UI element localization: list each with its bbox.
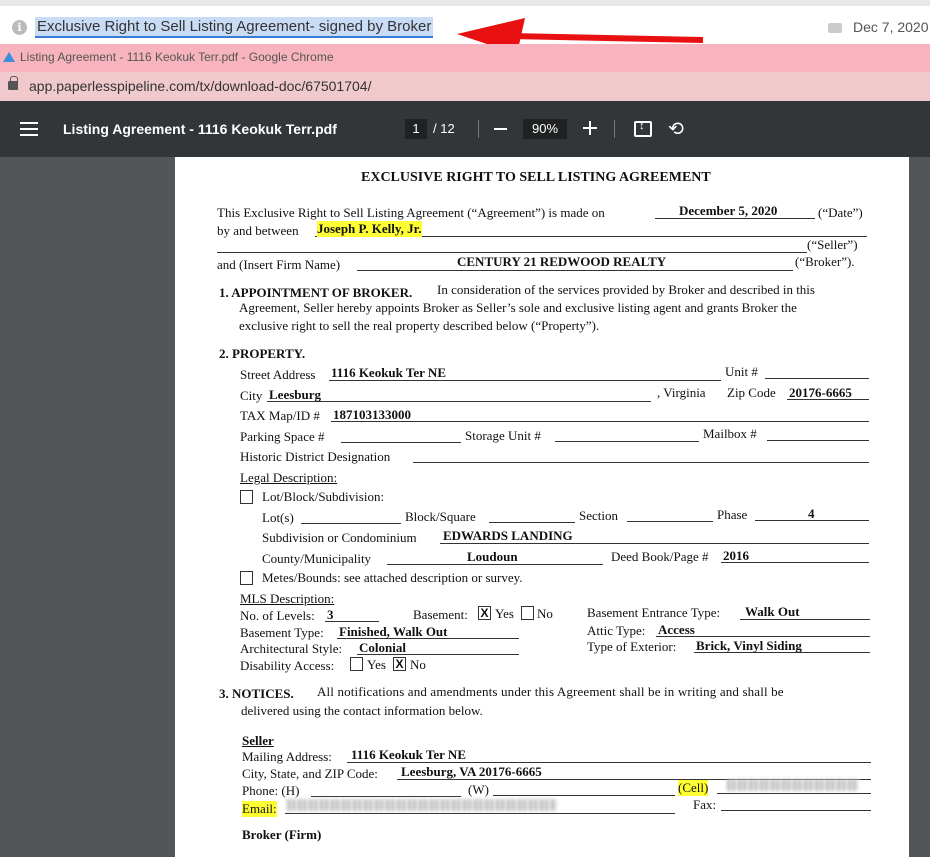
attic-label: Attic Type:: [587, 623, 646, 638]
mls-description-label: MLS Description:: [240, 591, 335, 606]
phase-value: 4: [808, 506, 815, 521]
firm-label: and (Insert Firm Name): [217, 257, 341, 272]
phone-home-label: Phone: (H): [242, 783, 300, 798]
comment-icon[interactable]: [828, 23, 842, 33]
window-title: Listing Agreement - 1116 Keokuk Terr.pdf - Google Chrome: [20, 50, 334, 64]
metes-bounds-checkbox[interactable]: [240, 571, 253, 585]
phone-cell-label: (Cell): [678, 780, 709, 795]
mailing-address-value: 1116 Keokuk Ter NE: [351, 747, 466, 762]
county-label: County/Municipality: [262, 551, 372, 566]
county-value: Loudoun: [467, 549, 518, 564]
storage-label: Storage Unit #: [465, 428, 541, 443]
menu-icon[interactable]: [20, 122, 38, 136]
section-1-title: 1. APPOINTMENT OF BROKER.: [219, 285, 413, 300]
section-3-text: delivered using the contact information below.: [241, 703, 483, 718]
block-label: Block/Square: [405, 509, 476, 524]
seller-heading: Seller: [242, 733, 274, 748]
tax-label: TAX Map/ID #: [240, 408, 320, 423]
document-date: Dec 7, 2020: [853, 19, 929, 35]
seller-label: (“Seller”): [807, 237, 858, 252]
url-text[interactable]: app.paperlesspipeline.com/tx/download-doc/67501704/: [29, 78, 372, 94]
page-total: / 12: [433, 121, 455, 136]
historic-label: Historic District Designation: [240, 449, 391, 464]
fax-label: Fax:: [693, 797, 717, 812]
email-label: Email:: [242, 801, 277, 816]
redacted-email: [287, 799, 557, 811]
levels-value: 3: [327, 607, 334, 622]
city-label: City: [240, 388, 263, 403]
intro-text: This Exclusive Right to Sell Listing Agreement (“Agreement”) is made on: [217, 205, 605, 220]
basement-type-value: Finished, Walk Out: [339, 624, 448, 639]
rotate-icon[interactable]: ⟲: [668, 119, 684, 140]
subdivision-value: EDWARDS LANDING: [443, 528, 573, 543]
document-header: [0, 0, 930, 44]
section-3-text: All notifications and amendments under this Agreement shall be in writing and shall be: [317, 684, 784, 699]
exterior-value: Brick, Vinyl Siding: [696, 638, 802, 653]
lot-block-label: Lot/Block/Subdivision:: [262, 489, 385, 504]
unit-label: Unit #: [725, 364, 758, 379]
lock-icon[interactable]: [8, 81, 18, 90]
mailing-address-label: Mailing Address:: [242, 749, 332, 764]
section-1-text: Agreement, Seller hereby appoints Broker as Seller’s sole and exclusive listing agent and grants Broker the: [239, 300, 797, 315]
basement-no-checkbox[interactable]: [521, 606, 534, 620]
zoom-level-input[interactable]: 90%: [523, 119, 567, 139]
disability-access-label: Disability Access:: [240, 658, 335, 673]
mailbox-label: Mailbox #: [703, 426, 757, 441]
zip-label: Zip Code: [727, 385, 776, 400]
app-logo-icon: [2, 50, 16, 64]
yes-label: Yes: [367, 657, 386, 672]
agreement-heading: EXCLUSIVE RIGHT TO SELL LISTING AGREEMENT: [361, 170, 711, 185]
firm-name: CENTURY 21 REDWOOD REALTY: [457, 254, 667, 269]
subdivision-label: Subdivision or Condominium: [262, 530, 417, 545]
street-label: Street Address: [240, 367, 316, 382]
pdf-page: [175, 157, 909, 857]
lots-label: Lot(s): [262, 510, 294, 525]
seller-name: Joseph P. Kelly, Jr.: [317, 221, 422, 236]
fit-page-icon[interactable]: [634, 121, 652, 137]
divider: [614, 120, 615, 138]
exterior-label: Type of Exterior:: [587, 639, 677, 654]
yes-label: Yes: [495, 606, 514, 621]
agreement-date: December 5, 2020: [679, 203, 778, 218]
city-value: Leesburg: [269, 387, 321, 402]
city-state-zip-label: City, State, and ZIP Code:: [242, 766, 378, 781]
city-state-zip-value: Leesburg, VA 20176-6665: [401, 764, 542, 779]
no-label: No: [410, 657, 426, 672]
legal-description-label: Legal Description:: [240, 470, 338, 485]
street-address: 1116 Keokuk Ter NE: [331, 365, 446, 380]
pdf-file-name: Listing Agreement - 1116 Keokuk Terr.pdf: [63, 121, 337, 137]
architectural-style-label: Architectural Style:: [240, 641, 343, 656]
no-label: No: [537, 606, 553, 621]
disability-no-checkbox[interactable]: X: [393, 657, 406, 671]
intro-text: by and between: [217, 223, 299, 238]
attic-value: Access: [658, 622, 695, 637]
info-icon[interactable]: i: [12, 20, 27, 35]
state-label: , Virginia: [657, 385, 706, 400]
basement-yes-checkbox[interactable]: X: [478, 606, 491, 620]
page-number-input[interactable]: 1: [405, 119, 427, 139]
browser-title-bar: [0, 44, 930, 72]
metes-bounds-label: Metes/Bounds: see attached description or survey.: [262, 570, 523, 585]
lot-block-checkbox[interactable]: [240, 490, 253, 504]
address-bar[interactable]: [0, 72, 930, 101]
divider: [478, 120, 479, 138]
pdf-toolbar: [0, 101, 930, 157]
basement-entrance-label: Basement Entrance Type:: [587, 605, 721, 620]
date-label: (“Date”): [818, 205, 863, 220]
phone-work-label: (W): [468, 782, 489, 797]
broker-label: (“Broker”).: [795, 254, 855, 269]
deed-value: 2016: [723, 548, 749, 563]
architectural-style-value: Colonial: [359, 640, 406, 655]
deed-label: Deed Book/Page #: [611, 549, 709, 564]
document-title[interactable]: Exclusive Right to Sell Listing Agreement- signed by Broker: [35, 17, 433, 38]
redacted-cell-number: [727, 779, 859, 791]
section-3-title: 3. NOTICES.: [219, 686, 294, 701]
basement-type-label: Basement Type:: [240, 625, 324, 640]
parking-label: Parking Space #: [240, 429, 325, 444]
disability-yes-checkbox[interactable]: [350, 657, 363, 671]
section-label: Section: [579, 508, 618, 523]
section-1-text: In consideration of the services provided by Broker and described in this: [437, 282, 815, 297]
zoom-in-icon[interactable]: [583, 121, 597, 135]
zoom-out-icon[interactable]: [494, 128, 507, 130]
zip-value: 20176-6665: [789, 385, 852, 400]
tax-value: 187103133000: [333, 407, 411, 422]
section-1-text: exclusive right to sell the real property described below (“Property”).: [239, 318, 600, 333]
basement-entrance-value: Walk Out: [745, 604, 800, 619]
section-2-title: 2. PROPERTY.: [219, 346, 306, 361]
phase-label: Phase: [717, 507, 748, 522]
levels-label: No. of Levels:: [240, 608, 315, 623]
broker-heading: Broker (Firm): [242, 827, 322, 842]
basement-label: Basement:: [413, 607, 468, 622]
